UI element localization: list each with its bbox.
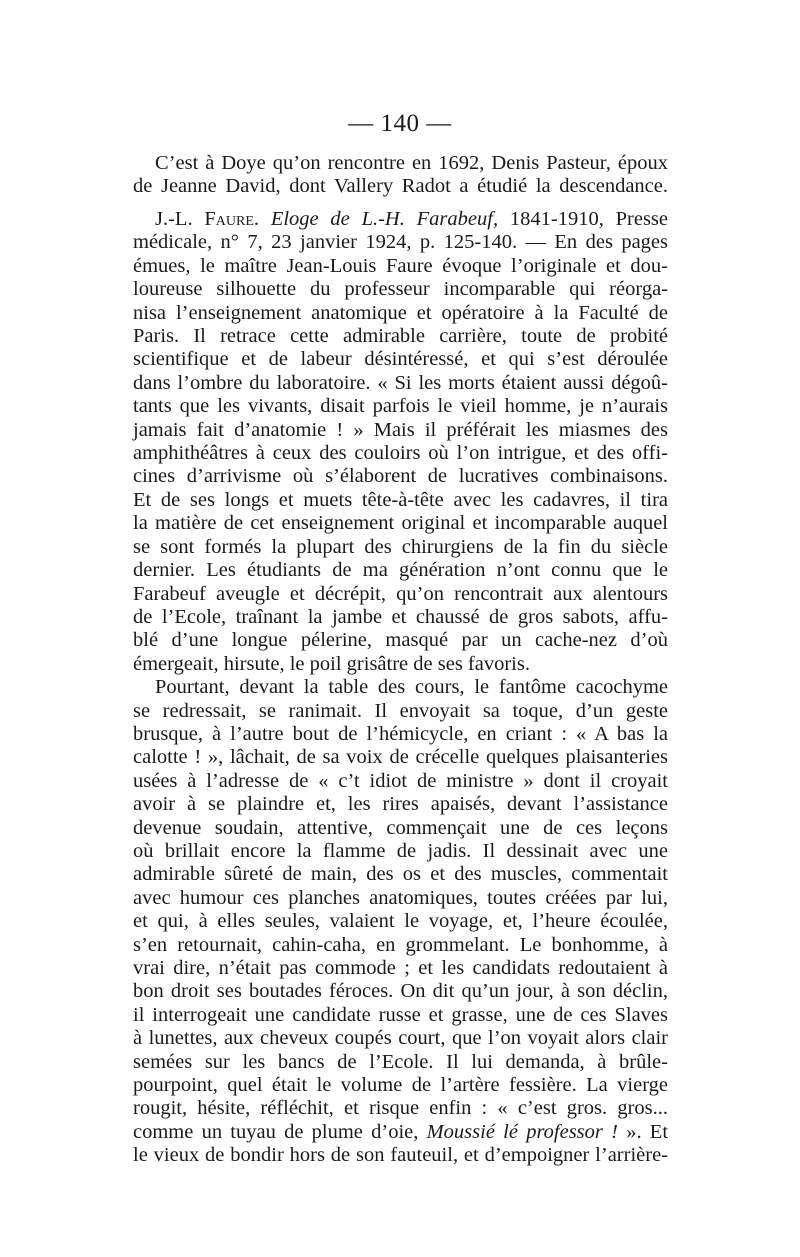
text-line: Pourtant, devant la table des cours, le fantôme cacochyme — [155, 676, 668, 699]
page-number: — 140 — — [348, 110, 452, 137]
text-line: scientifique et de labeur désintéressé, et qui s’est déroulée — [133, 348, 668, 371]
text-line-start: comme un tuyau de plume d’oie, — [133, 1120, 419, 1143]
text-line: et qui, à elles seules, valaient le voyage, et, l’heure écoulée, — [133, 910, 668, 933]
text-line: où brillait encore la flamme de jadis. Il dessinait avec une — [133, 839, 668, 862]
text-line: calotte ! », lâchait, de sa voix de crécelle quelques plaisanteries — [133, 746, 668, 769]
text-line: Farabeuf aveugle et décrépit, qu’on rencontrait aux alentours — [133, 582, 668, 605]
text-line: usées à l’adresse de « c’t idiot de ministre » dont il croyait — [133, 769, 668, 792]
text-line: rougit, hésite, réfléchit, et risque enfin : « c’est gros. gros... — [133, 1097, 668, 1120]
text-line: dans l’ombre du laboratoire. « Si les morts étaient aussi dégoû- — [133, 371, 668, 394]
text-line: pourpoint, quel était le volume de l’artère fessière. La vierge — [133, 1074, 668, 1097]
text-line: à lunettes, aux cheveux coupés court, que l’on voyait alors clair — [133, 1027, 668, 1050]
author-initials: J.-L. — [155, 208, 193, 230]
text-line: brusque, à l’autre bout de l’hémicycle, en criant : « A bas la — [133, 722, 668, 745]
text-line: blé d’une longue pélerine, masqué par un cache-nez d’où — [133, 629, 668, 652]
text-line: se redressait, se ranimait. Il envoyait sa toque, d’un geste — [133, 699, 668, 722]
text-line: semées sur les bancs de l’Ecole. Il lui demanda, à brûle- — [133, 1050, 668, 1073]
text-line: avec humour ces planches anatomiques, toutes créées par lui, — [133, 886, 668, 909]
text-line: se sont formés la plupart des chirurgiens de la fin du siècle — [133, 535, 668, 558]
text-line: émues, le maître Jean-Louis Faure évoque l’originale et dou- — [133, 254, 668, 277]
italic-quote: Moussié lé professor ! — [426, 1120, 618, 1143]
text-line: avoir à se plaindre et, les rires apaisés, devant l’assistance — [133, 793, 668, 816]
text-line: loureuse silhouette du professeur incomparable qui réorga- — [133, 278, 668, 301]
quote-line — [133, 1121, 668, 1144]
paragraph-intro — [133, 152, 668, 199]
text-line: médicale, n° 7, 23 janvier 1924, p. 125-140. — En des pages — [133, 231, 668, 254]
text-line: cines d’arrivisme où s’élaborent de lucratives combinaisons. — [133, 465, 668, 488]
text-line: nisa l’enseignement anatomique et opératoire à la Faculté de — [133, 301, 668, 324]
text-line: jamais fait d’anatomie ! » Mais il préférait les miasmes des — [133, 418, 668, 441]
author-surname: Faure. — [204, 208, 260, 230]
text-line: amphithéâtres à ceux des couloirs où l’on intrigue, et des offi- — [133, 442, 668, 465]
text-line: admirable sûreté de main, des os et des muscles, commentait — [133, 863, 668, 886]
text-line: vrai dire, n’était pas commode ; et les candidats redoutaient à — [133, 957, 668, 979]
paragraph-reference — [133, 208, 668, 1168]
text-line: de l’Ecole, traînant la jambe et chaussé de gros sabots, affu- — [133, 605, 668, 628]
text-line: devenue soudain, attentive, commençait une de ces leçons — [133, 816, 668, 839]
text-line: le vieux de bondir hors de son fauteuil, et d’empoigner l’arrière- — [133, 1144, 668, 1167]
text-line: dernier. Les étudiants de ma génération n’ont connu que le — [133, 559, 668, 582]
quote-end: ». Et — [626, 1120, 669, 1143]
text-line: C’est à Doye qu’on rencontre en 1692, Denis Pasteur, époux — [155, 152, 668, 174]
text-line: il interrogeait une candidate russe et grasse, une de ces Slaves — [133, 1003, 668, 1026]
text-line: tants que les vivants, disait parfois le vieil homme, je n’aurais — [133, 395, 668, 418]
work-title: Eloge de L.-H. Farabeuf, — [270, 208, 499, 230]
work-details: 1841-1910, Presse — [509, 208, 669, 230]
text-line: la matière de cet enseignement original et incomparable auquel — [133, 512, 668, 535]
text-line: s’en retournait, cahin-caha, en grommelant. Le bonhomme, à — [133, 933, 668, 956]
text-line: Paris. Il retrace cette admirable carrière, toute de probité — [133, 325, 668, 348]
text-line: bon droit ses boutades féroces. On dit qu’un jour, à son déclin, — [133, 980, 668, 1003]
text-line: de Jeanne David, dont Vallery Radot a étudié la descendance. — [133, 175, 668, 198]
text-line: émergeait, hirsute, le poil grisâtre de ses favoris. — [133, 652, 530, 675]
text-line: Et de ses longs et muets tête-à-tête avec les cadavres, il tira — [133, 488, 668, 511]
reference-heading-line — [133, 208, 668, 231]
